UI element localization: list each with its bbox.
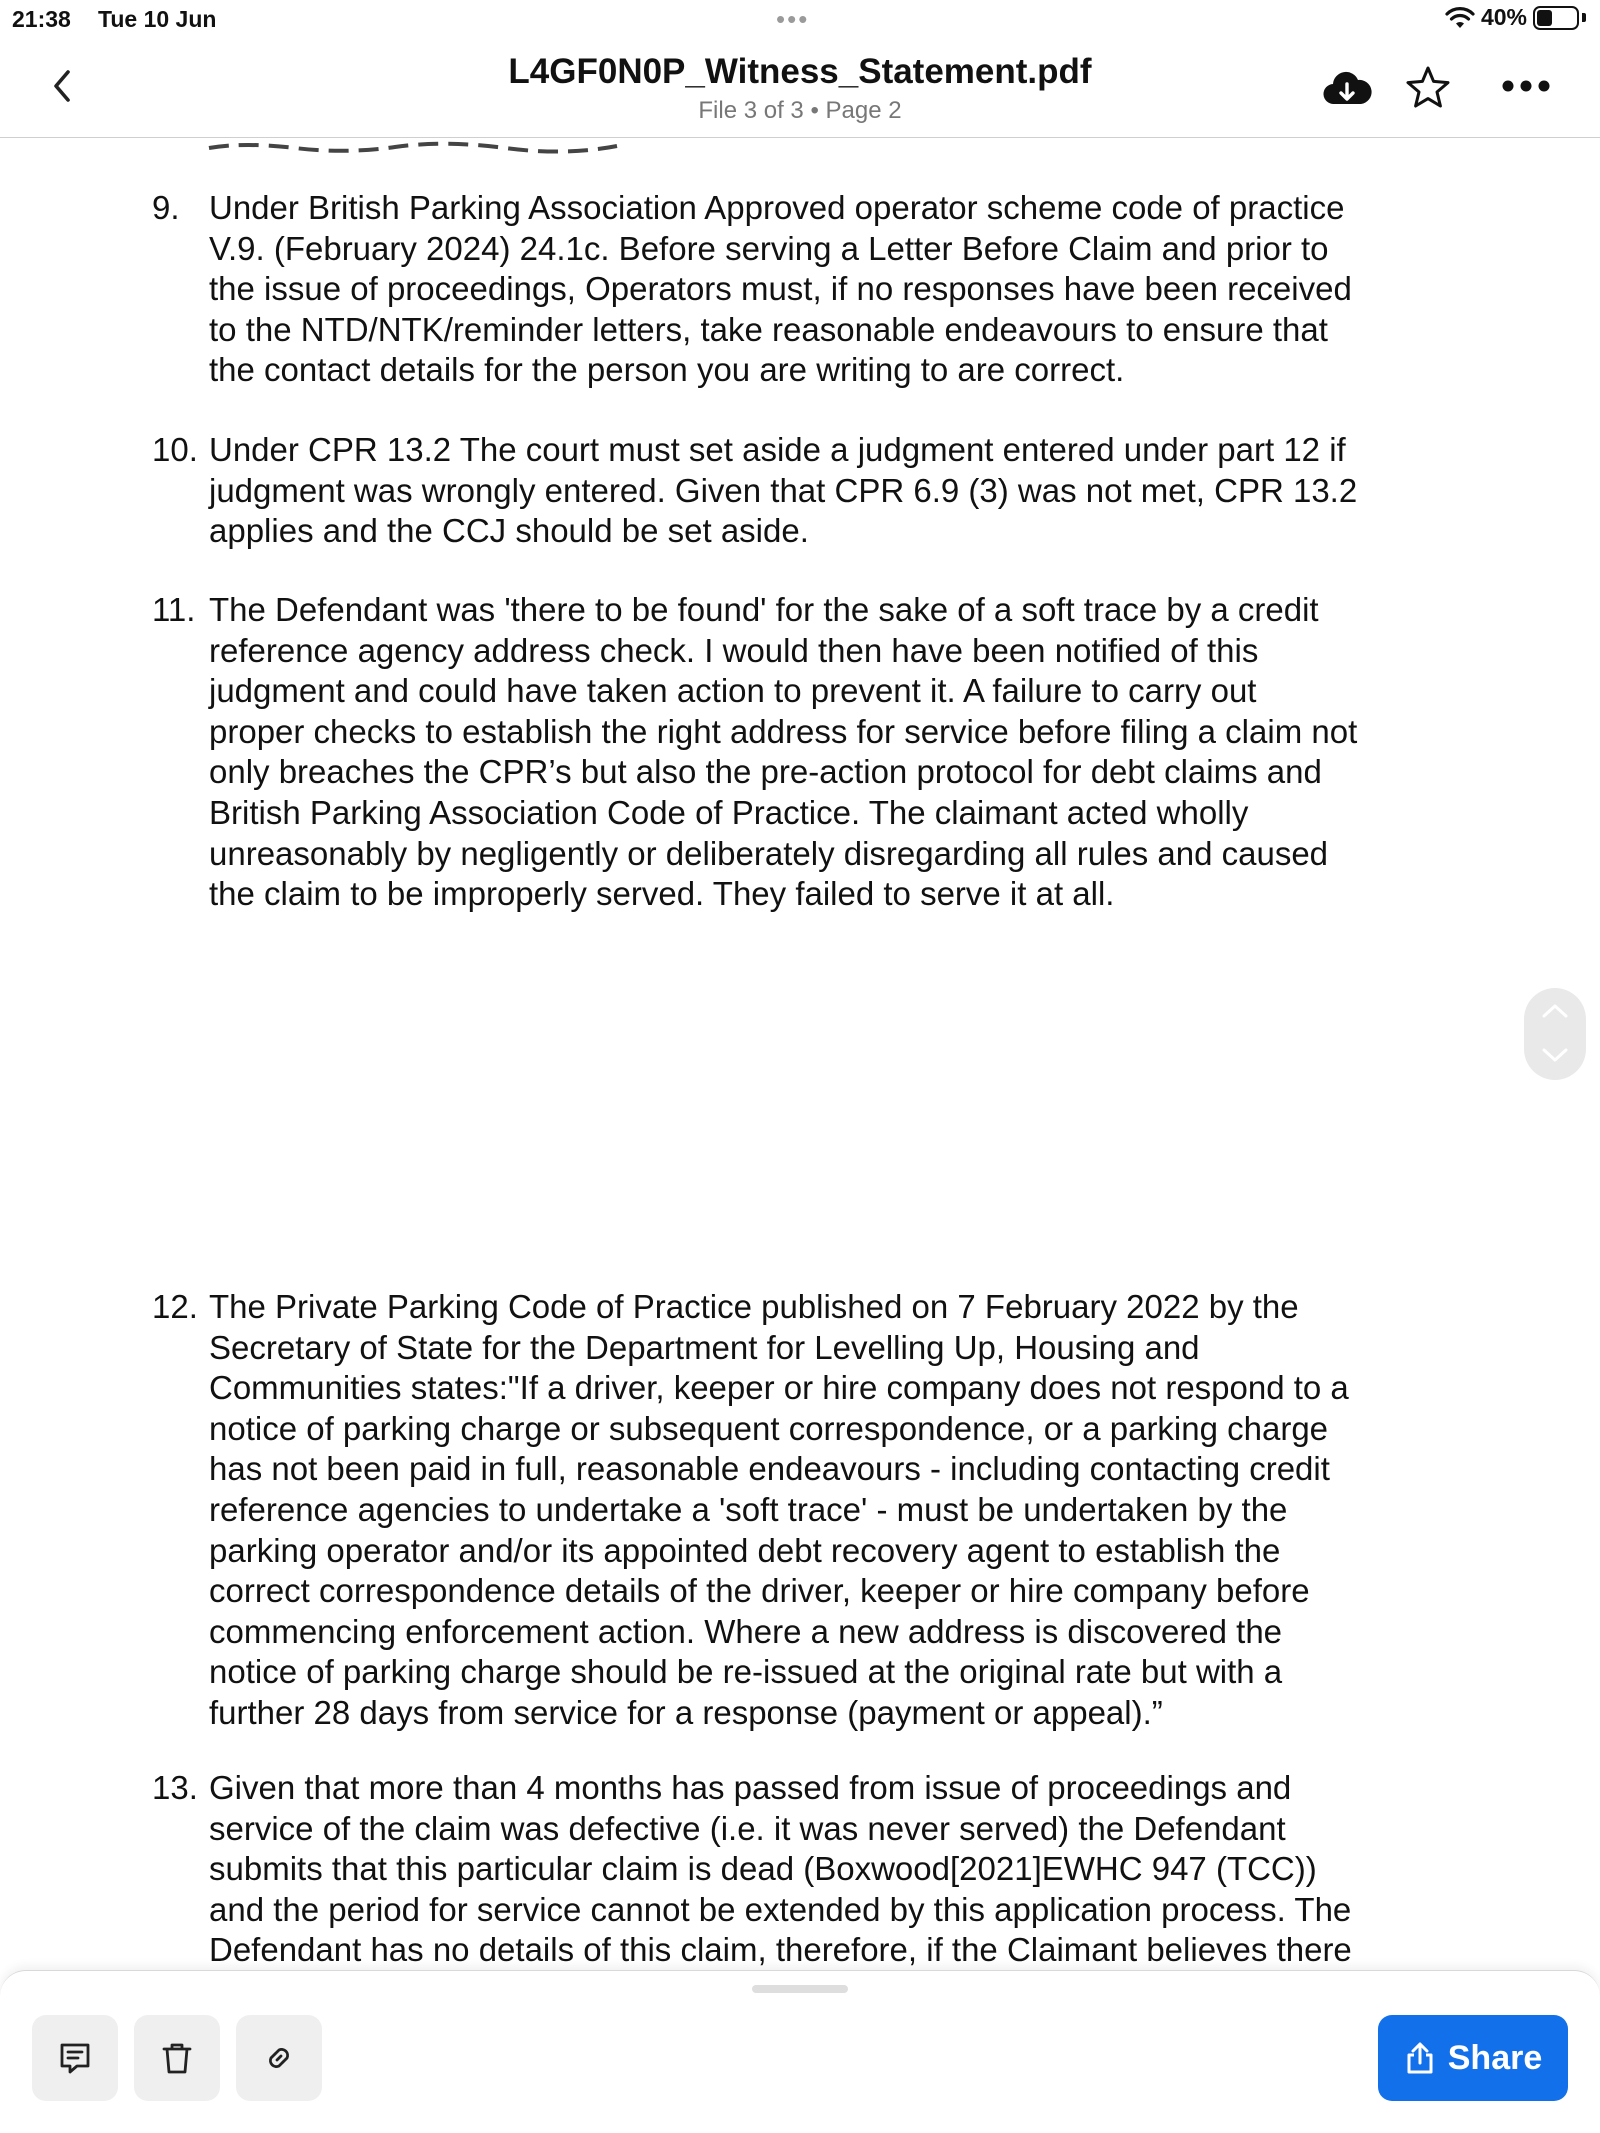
text-line: and the period for service cannot be extended by this application process. The — [209, 1890, 1352, 1928]
text-line: Defendant has no details of this claim, therefore, if the Claimant believes there — [209, 1931, 1352, 1969]
text-line: further 28 days from service for a response (payment or appeal).” — [209, 1693, 1163, 1731]
cloud-download-icon — [1322, 68, 1372, 110]
text-line: judgment and could have taken action to prevent it. A failure to carry out — [209, 672, 1257, 710]
text-line: the claim to be improperly served. They failed to serve it at all. — [209, 875, 1115, 913]
text-line: correct correspondence details of the driver, keeper or hire company before — [209, 1572, 1310, 1610]
text-line: the contact details for the person you are writing to are correct. — [209, 351, 1125, 389]
battery-percent: 40% — [1480, 4, 1527, 30]
paragraph-number: 9. — [152, 189, 180, 226]
text-line: reference agency address check. I would then have been notified of this — [209, 631, 1259, 669]
text-line: service of the claim was defective (i.e. it was never served) the Defendant — [209, 1809, 1286, 1847]
text-line: the issue of proceedings, Operators must, if no responses have been received — [209, 270, 1352, 308]
paragraph-text — [209, 590, 1509, 915]
cut-off-text-line — [205, 140, 625, 154]
paragraph-text — [209, 188, 1509, 391]
more-icon — [1500, 76, 1552, 96]
text-line: Secretary of State for the Department for Levelling Up, Housing and — [209, 1328, 1200, 1366]
paragraph-number: 10. — [152, 431, 198, 468]
text-line: commencing enforcement action. Where a new address is discovered the — [209, 1612, 1283, 1650]
status-indicators — [1445, 4, 1586, 31]
delete-button[interactable] — [134, 2015, 220, 2101]
text-line: notice of parking charge should be re-issued at the original rate but with a — [209, 1653, 1283, 1691]
bottom-toolbar — [0, 1970, 1600, 2133]
text-line: Under British Parking Association Approved operator scheme code of practice — [209, 189, 1345, 226]
text-line: unreasonably by negligently or deliberately disregarding all rules and caused — [209, 834, 1329, 872]
text-line: proper checks to establish the right address for service before filing a claim not — [209, 712, 1358, 750]
text-line: reference agencies to undertake a 'soft trace' - must be undertaken by the — [209, 1490, 1288, 1528]
share-button[interactable] — [1378, 2015, 1568, 2101]
text-line: The Defendant was 'there to be found' for the sake of a soft trace by a credit — [209, 591, 1319, 628]
page-stepper[interactable] — [1524, 988, 1586, 1080]
chevron-up-icon[interactable] — [1540, 1000, 1570, 1022]
star-icon — [1404, 64, 1452, 112]
cloud-download-button[interactable] — [1322, 68, 1372, 110]
share-icon — [1404, 2041, 1436, 2075]
multitasking-dots-icon[interactable]: ••• — [776, 4, 810, 34]
copy-link-button[interactable] — [236, 2015, 322, 2101]
text-line: judgment was wrongly entered. Given that CPR 6.9 (3) was not met, CPR 13.2 — [209, 471, 1358, 509]
document-subtitle: File 3 of 3 • Page 2 — [698, 97, 902, 124]
share-label: Share — [1447, 2038, 1543, 2077]
text-line: applies and the CCJ should be set aside. — [209, 512, 809, 550]
battery-icon — [1533, 6, 1579, 30]
favorite-button[interactable] — [1404, 64, 1452, 112]
sheet-grabber[interactable] — [752, 1985, 848, 1993]
status-time: 21:38 — [12, 6, 71, 32]
trash-icon — [159, 2040, 195, 2076]
paragraph-text — [209, 430, 1509, 552]
link-icon — [261, 2040, 297, 2076]
battery-cap — [1582, 13, 1586, 22]
comment-icon — [57, 2040, 93, 2076]
paragraph-text — [209, 1287, 1509, 1734]
text-line: submits that this particular claim is dead (Boxwood[2021]EWHC 947 (TCC)) — [209, 1850, 1317, 1888]
chevron-down-icon[interactable] — [1540, 1044, 1570, 1066]
battery-level — [1537, 10, 1552, 26]
text-line: parking operator and/or its appointed debt recovery agent to establish the — [209, 1531, 1281, 1569]
paragraph-number: 13. — [152, 1769, 198, 1806]
comment-button[interactable] — [32, 2015, 118, 2101]
text-line: only breaches the CPR’s but also the pre-action protocol for debt claims and — [209, 753, 1322, 791]
text-line: V.9. (February 2024) 24.1c. Before serving a Letter Before Claim and prior to — [209, 229, 1329, 267]
document-title: L4GF0N0P_Witness_Statement.pdf — [508, 52, 1092, 91]
paragraph-text — [209, 1768, 1509, 1970]
text-line: Given that more than 4 months has passed from issue of proceedings and — [209, 1769, 1292, 1806]
text-line: The Private Parking Code of Practice published on 7 February 2022 by the — [209, 1288, 1299, 1325]
pdf-page[interactable] — [0, 140, 1600, 1970]
paragraph-number: 12. — [152, 1288, 198, 1325]
text-line: British Parking Association Code of Practice. The claimant acted wholly — [209, 793, 1249, 831]
status-date: Tue 10 Jun — [98, 6, 217, 32]
paragraph-number: 11. — [152, 591, 196, 628]
text-line: notice of parking charge or subsequent correspondence, or a parking charge — [209, 1409, 1329, 1447]
wifi-icon — [1445, 6, 1475, 30]
text-line: has not been paid in full, reasonable endeavours - including contacting credit — [209, 1450, 1330, 1488]
text-line: Communities states:"If a driver, keeper or hire company does not respond to a — [209, 1369, 1349, 1407]
text-line: to the NTD/NTK/reminder letters, take reasonable endeavours to ensure that — [209, 310, 1328, 348]
more-options-button[interactable] — [1500, 76, 1552, 96]
document-header — [0, 40, 1600, 138]
text-line: Under CPR 13.2 The court must set aside a judgment entered under part 12 if — [209, 431, 1346, 468]
status-bar — [0, 0, 1600, 40]
